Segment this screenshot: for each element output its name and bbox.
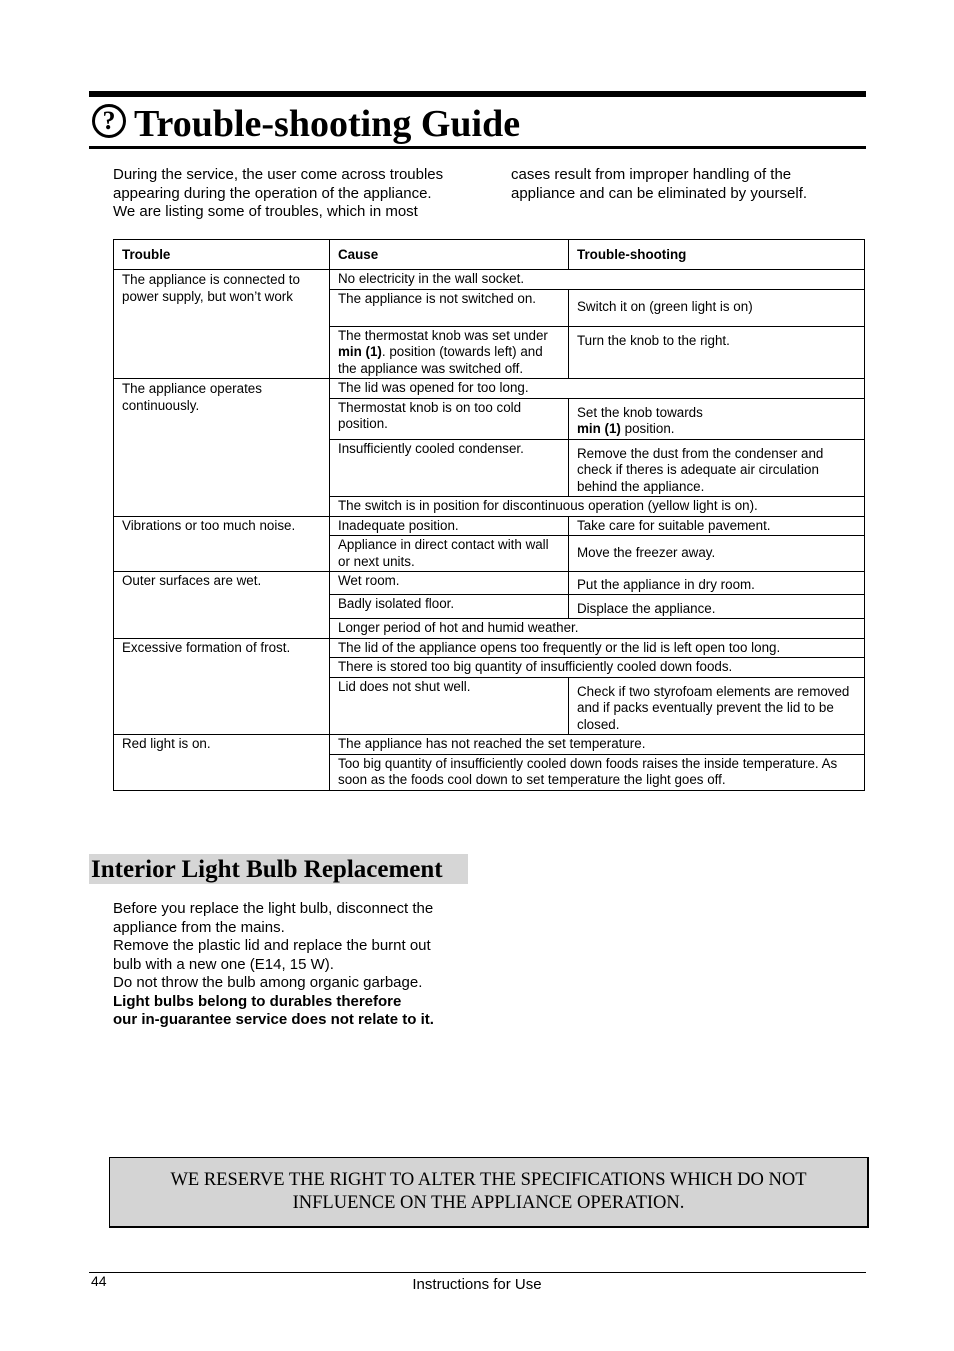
table-row <box>114 270 865 290</box>
warranty-note: Light bulbs belong to durables therefore <box>113 992 402 1010</box>
cause-cell: The switch is in position for discontinuous operation (yellow light is on). <box>330 497 865 517</box>
fix-cell: Turn the knob to the right. <box>569 326 865 379</box>
cause-cell: Lid does not shut well. <box>330 677 569 735</box>
table-row <box>114 638 865 658</box>
page-header <box>90 98 866 148</box>
trouble-cell: Vibrations or too much noise. <box>114 516 330 572</box>
fix-cell: Check if two styrofoam elements are removed and if packs eventually prevent the lid to be closed. <box>569 677 865 735</box>
section-title: Interior Light Bulb Replacement <box>91 856 443 883</box>
column-header: Trouble-shooting <box>569 240 865 270</box>
warranty-note: our in-guarantee service does not relate to it. <box>113 1011 434 1028</box>
title-underline <box>89 146 866 149</box>
cause-cell: Appliance in direct contact with wall or next units. <box>330 536 569 572</box>
cause-cell: Insufficiently cooled condenser. <box>330 439 569 497</box>
trouble-cell: The appliance operates continuously. <box>114 379 330 517</box>
fix-cell: Remove the dust from the condenser and check if theres is adequate air circulation behind the appliance. <box>569 439 865 497</box>
cause-cell: The thermostat knob was set under min (1). position (towards left) and the appliance was switched off. <box>330 326 569 379</box>
footer-title: Instructions for Use <box>412 1276 542 1293</box>
notice-line: INFLUENCE ON THE APPLIANCE OPERATION. <box>292 1193 685 1213</box>
cause-cell: Wet room. <box>330 572 569 595</box>
instruction-line: Before you replace the light bulb, disconnect the <box>113 900 434 917</box>
table-header-row <box>114 240 865 270</box>
fix-cell: Move the freezer away. <box>569 536 865 572</box>
instruction-line: Do not throw the bulb among organic garbage. <box>113 974 423 991</box>
page-number: 44 <box>91 1273 107 1289</box>
fix-cell: Displace the appliance. <box>569 595 865 619</box>
cause-cell: There is stored too big quantity of insufficiently cooled down foods. <box>330 658 865 678</box>
column-header: Cause <box>330 240 569 270</box>
cause-cell: Badly isolated floor. <box>330 595 569 619</box>
cause-cell: The appliance has not reached the set temperature. <box>330 735 865 755</box>
fix-cell: Switch it on (green light is on) <box>569 289 865 326</box>
fix-cell: Put the appliance in dry room. <box>569 572 865 595</box>
footer-rule <box>89 1272 866 1273</box>
cause-cell: Thermostat knob is on too cold position. <box>330 398 569 439</box>
cause-cell: Inadequate position. <box>330 516 569 536</box>
table-row <box>114 735 865 755</box>
trouble-cell: The appliance is connected to power supply, but won’t work <box>114 270 330 379</box>
cause-cell: The lid of the appliance opens too frequently or the lid is left open too long. <box>330 638 865 658</box>
section-heading-bar <box>89 854 468 884</box>
table-row <box>114 379 865 399</box>
table-row <box>114 572 865 595</box>
cause-cell: No electricity in the wall socket. <box>330 270 865 290</box>
specification-notice <box>109 1157 869 1228</box>
fix-cell: Take care for suitable pavement. <box>569 516 865 536</box>
instruction-line: appliance from the mains. <box>113 918 285 936</box>
question-circle-icon: ? <box>92 104 126 138</box>
troubleshooting-table <box>113 239 865 791</box>
trouble-cell: Excessive formation of frost. <box>114 638 330 735</box>
instruction-line: bulb with a new one (E14, 15 W). <box>113 955 334 973</box>
column-header: Trouble <box>114 240 330 270</box>
intro-left: During the service, the user come across troubles appearing during the operation of the appliance. We are listing some of troubles, which in most <box>113 166 444 220</box>
table-row <box>114 516 865 536</box>
instruction-line: Remove the plastic lid and replace the burnt out <box>113 937 431 954</box>
fix-cell: Set the knob towards min (1) position. <box>569 398 865 439</box>
cause-cell: Too big quantity of insufficiently cooled down foods raises the inside temperature. As soon as the foods cool down to set temperature the light goes off. <box>330 754 865 790</box>
bulb-instructions <box>113 900 493 1030</box>
top-rule <box>89 91 866 97</box>
trouble-cell: Outer surfaces are wet. <box>114 572 330 639</box>
cause-cell: The appliance is not switched on. <box>330 289 569 326</box>
page-title: Trouble-shooting Guide <box>134 103 521 145</box>
intro-right: cases result from improper handling of the appliance and can be eliminated by yourself. <box>511 166 808 202</box>
trouble-cell: Red light is on. <box>114 735 330 791</box>
notice-line: WE RESERVE THE RIGHT TO ALTER THE SPECIFICATIONS WHICH DO NOT <box>170 1170 807 1190</box>
cause-cell: The lid was opened for too long. <box>330 379 865 399</box>
cause-cell: Longer period of hot and humid weather. <box>330 619 865 639</box>
